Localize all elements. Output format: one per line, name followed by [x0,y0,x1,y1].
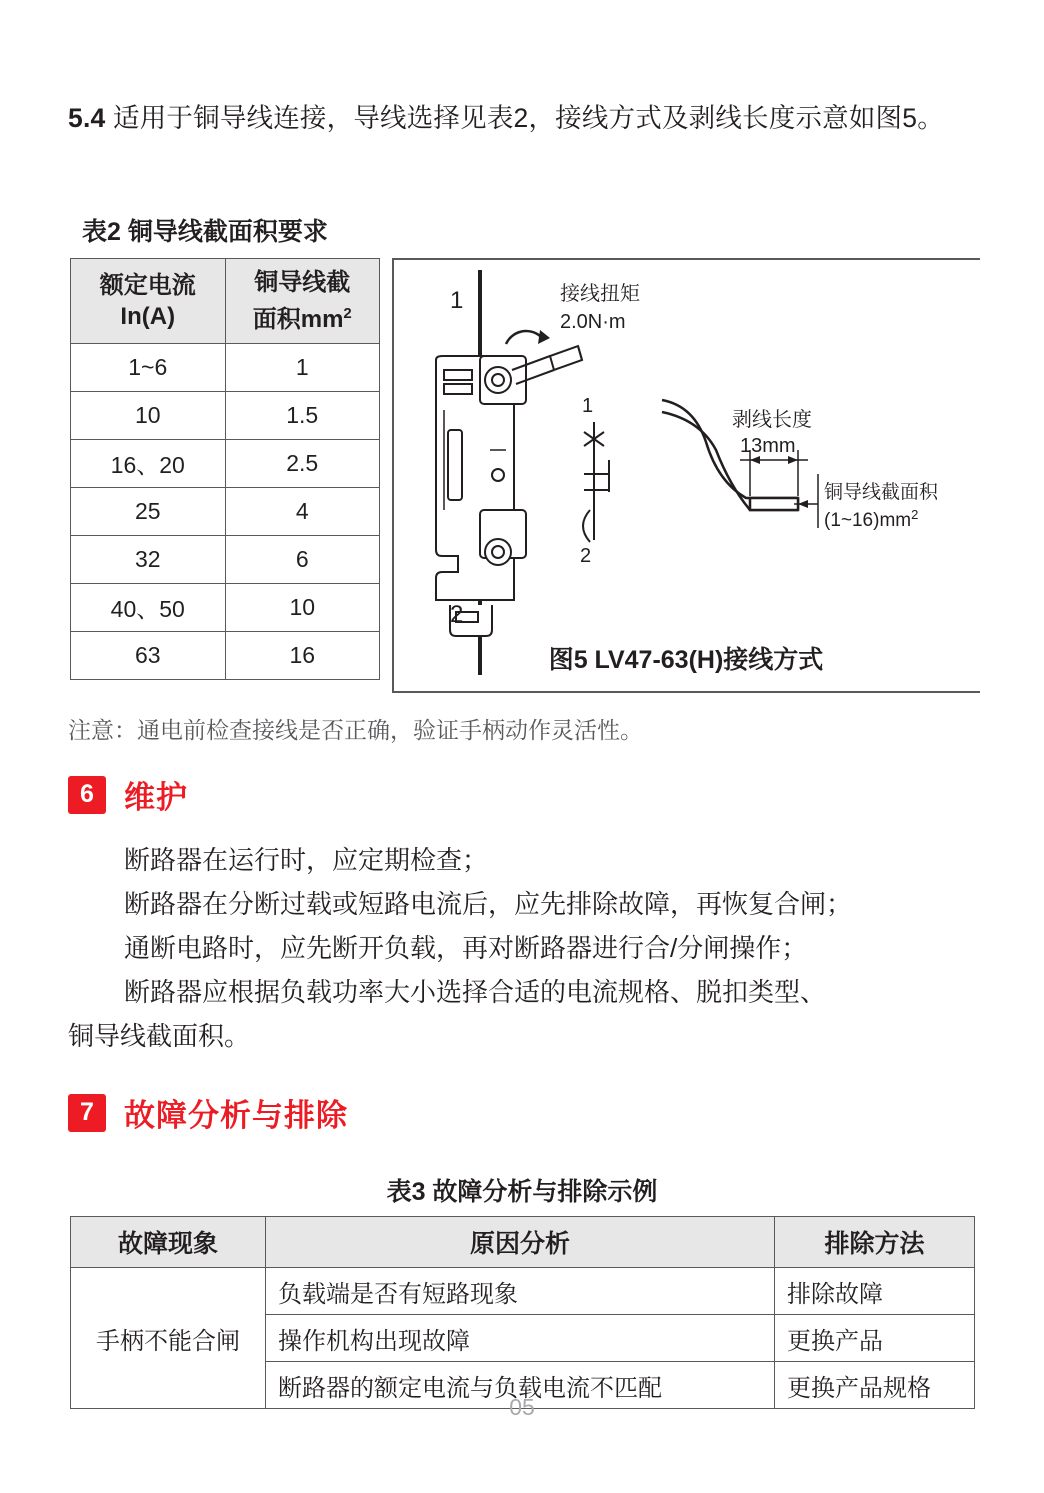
maintenance-line-3: 通断电路时，应先断开负载，再对断路器进行合/分闸操作； [124,933,808,963]
table2-cell-current: 10 [71,392,226,440]
section-6-body [68,838,980,1058]
table-row [71,488,380,536]
table-row [71,344,380,392]
maintenance-line-2: 断路器在分断过载或短路电流后，应先排除故障，再恢复合闸； [124,889,853,919]
figure5-wiring-diagram [392,258,980,693]
table2-cell-area: 4 [225,488,380,536]
page-number: 05 [509,1394,535,1420]
table2-cell-area: 10 [225,584,380,632]
table3-cell-fix: 更换产品 [775,1315,975,1362]
table3-cell-cause: 断路器的额定电流与负载电流不匹配 [266,1362,775,1409]
section-6-title: 维护 [124,780,188,815]
figure5-label-2-small: 2 [580,545,592,567]
table2-header-wire-area [225,259,380,344]
wiring-note: 注意：通电前检查接线是否正确，验证手柄动作灵活性。 [68,717,643,743]
table2-cell-area: 1.5 [225,392,380,440]
table2-cell-area: 6 [225,536,380,584]
table2-cell-current: 25 [71,488,226,536]
table2-header-rated-current [71,259,226,344]
table2-header-row [71,259,380,344]
figure5-label-1-small: 1 [582,395,594,417]
table2-cell-current: 40、50 [71,584,226,632]
section-7-title: 故障分析与排除 [124,1098,348,1133]
table2-title: 表2 铜导线截面积要求 [82,218,328,246]
figure5-strip-line2: 13mm [740,435,796,457]
table2-header-rated-current-line1: 额定电流 [99,272,196,299]
table-row [71,440,380,488]
table2-cell-area: 1 [225,344,380,392]
maintenance-line-5: 铜导线截面积。 [68,1021,251,1051]
table3-title: 表3 故障分析与排除示例 [386,1178,658,1206]
table-row [71,1268,975,1315]
figure5-area-line2: $(1\sim 16)mm^2$ [824,507,919,531]
section-6-number: 6 [68,776,106,814]
table-row [71,536,380,584]
section-5-4-paragraph [68,96,980,141]
table3-header-cause: 原因分析 [266,1217,775,1268]
table2-cell-current: 32 [71,536,226,584]
table2-cell-area: 16 [225,632,380,680]
table3-cell-cause: 负载端是否有短路现象 [266,1268,775,1315]
table2-header-wire-area-line1: 铜导线截 [254,269,351,296]
table2-cell-area: 2.5 [225,440,380,488]
table2-header-rated-current-line2: In(A) [120,303,176,330]
table3-header-row [71,1217,975,1268]
table-row [71,632,380,680]
figure5-label-2-bottom: 2 [450,601,464,628]
maintenance-line-4: 断路器应根据负载功率大小选择合适的电流规格、脱扣类型、 [124,977,827,1007]
table2-cell-current: 16、20 [71,440,226,488]
section-5-4-number: 5.4 [68,103,106,133]
table-row [71,584,380,632]
section-7-number: 7 [68,1094,106,1132]
table2-cell-current: 1~6 [71,344,226,392]
table3-cell-fix: 排除故障 [775,1268,975,1315]
figure5-strip-line1: 剥线长度 [732,409,812,431]
figure5-area-line1: 铜导线截面积 [824,482,939,503]
figure5-svg [394,260,982,695]
figure5-torque-line2: 2.0N·m [560,311,626,333]
figure5-label-1-top: 1 [450,287,464,314]
section-7-header [68,1090,348,1135]
table2-copper-wire-area [70,258,380,680]
table2-cell-current: 63 [71,632,226,680]
section-6-header [68,772,188,817]
table2-header-wire-area-sup: 2 [343,305,352,322]
table3-troubleshooting [70,1216,975,1409]
maintenance-line-1: 断路器在运行时，应定期检查； [124,845,489,875]
table3-cell-fix: 更换产品规格 [775,1362,975,1409]
figure5-caption: 图5 LV47-63(H)接线方式 [548,646,824,674]
table2-header-wire-area-line2: 面积$mm^2$ [252,305,352,333]
table3-header-symptom: 故障现象 [71,1217,266,1268]
table-row [71,392,380,440]
table3-cell-cause: 操作机构出现故障 [266,1315,775,1362]
table3-cell-symptom: 手柄不能合闸 [71,1268,266,1409]
table3-header-fix: 排除方法 [775,1217,975,1268]
section-5-4-text: 适用于铜导线连接，导线选择见表2，接线方式及剥线长度示意如图5。 [105,103,944,133]
figure5-torque-line1: 接线扭矩 [560,283,640,305]
